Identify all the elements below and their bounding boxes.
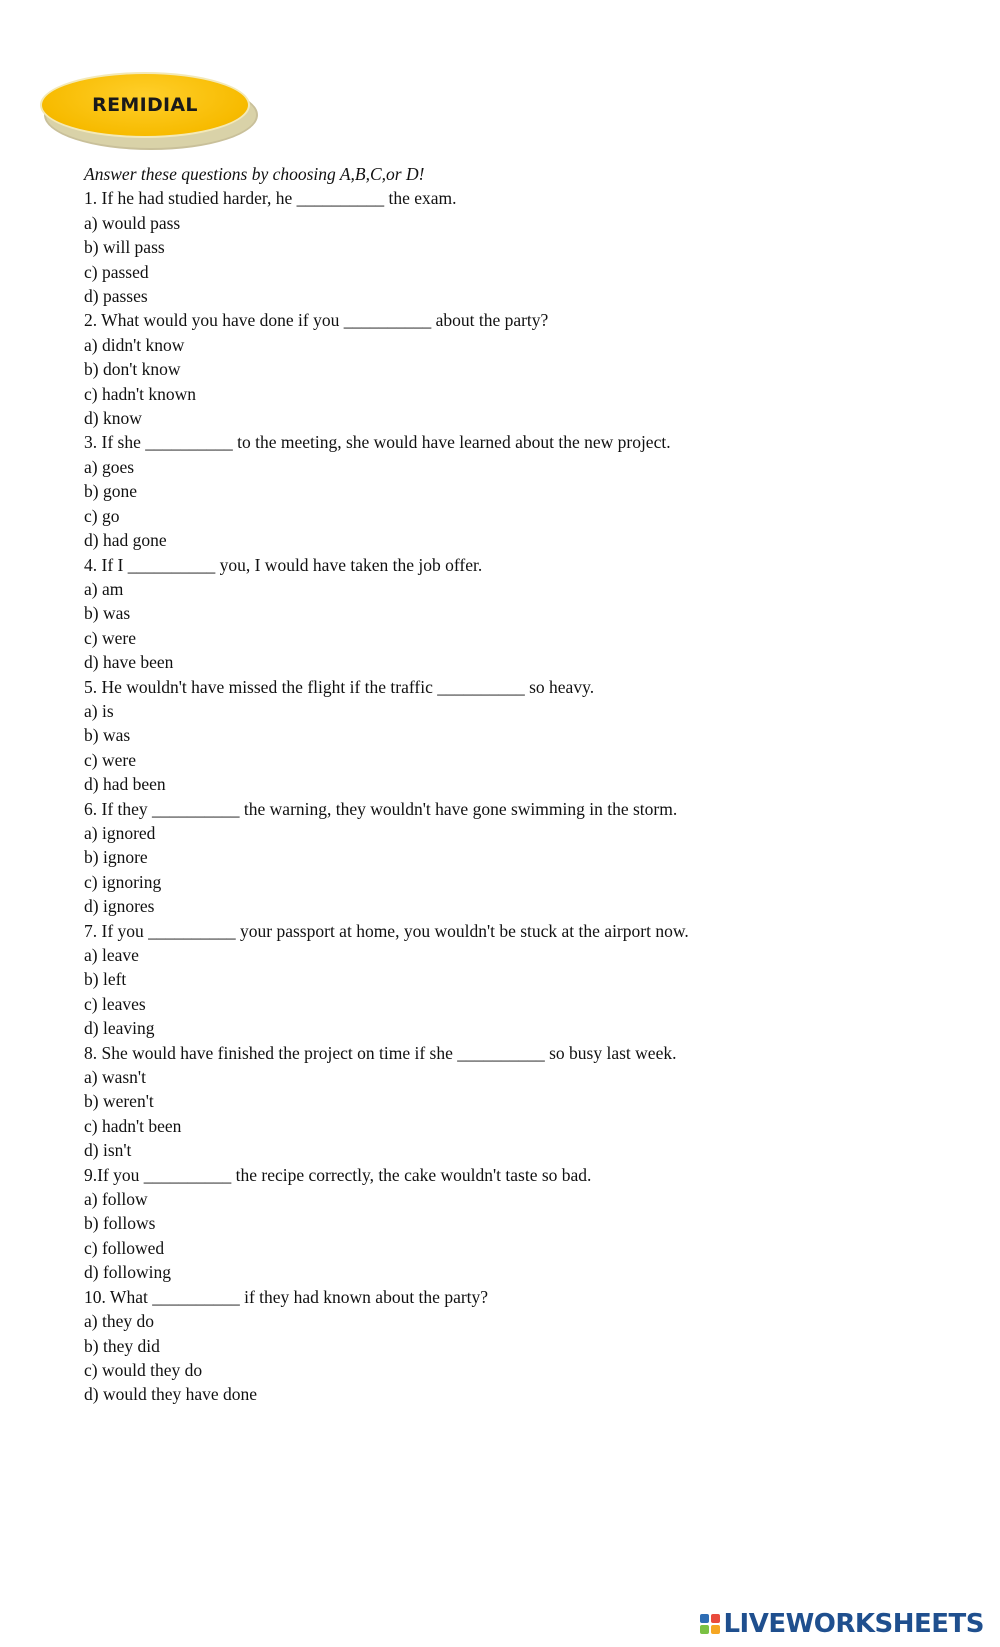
answer-option[interactable]: a) they do: [84, 1311, 154, 1332]
answer-option[interactable]: b) they did: [84, 1335, 160, 1356]
answer-option[interactable]: c) hadn't known: [84, 383, 197, 404]
answer-option[interactable]: a) leave: [84, 945, 139, 965]
answer-option[interactable]: a) goes: [84, 456, 135, 477]
answer-option[interactable]: c) passed: [84, 261, 149, 282]
answer-option[interactable]: d) following: [84, 1262, 172, 1283]
answer-option[interactable]: d) had gone: [84, 530, 167, 551]
question-prompt: 1. If he had studied harder, he __________ the exam.: [84, 188, 457, 209]
answer-option[interactable]: b) weren't: [84, 1091, 154, 1112]
question-prompt: 6. If they __________ the warning, they wouldn't have gone swimming in the storm.: [84, 798, 678, 819]
answer-option[interactable]: d) have been: [84, 652, 174, 673]
question-prompt: 8. She would have finished the project on time if she __________ so busy last week.: [84, 1042, 677, 1063]
answer-option[interactable]: d) isn't: [84, 1140, 132, 1161]
badge-ellipse: [40, 72, 250, 138]
instruction-text: Answer these questions by choosing A,B,C,or D!: [84, 164, 425, 184]
answer-option[interactable]: c) hadn't been: [84, 1115, 182, 1136]
question-prompt: 10. What __________ if they had known about the party?: [84, 1286, 489, 1307]
answer-option[interactable]: a) am: [84, 578, 124, 599]
answer-option[interactable]: d) leaving: [84, 1018, 155, 1039]
question-prompt: 7. If you __________ your passport at home, you wouldn't be stuck at the airport now.: [84, 920, 689, 941]
answer-option[interactable]: d) would they have done: [84, 1384, 258, 1405]
answer-option[interactable]: b) follows: [84, 1213, 156, 1234]
worksheet-content: [84, 162, 964, 1407]
question-list: [84, 186, 964, 1406]
question-prompt: 9.If you __________ the recipe correctly, the cake wouldn't taste so bad.: [84, 1164, 592, 1185]
question-prompt: 3. If she __________ to the meeting, she would have learned about the new project.: [84, 432, 671, 453]
answer-option[interactable]: d) know: [84, 408, 142, 429]
answer-option[interactable]: a) ignored: [84, 822, 156, 843]
answer-option[interactable]: c) go: [84, 505, 120, 526]
logo-text: LIVEWORKSHEETS: [723, 1609, 984, 1639]
question-prompt: 5. He wouldn't have missed the flight if the traffic __________ so heavy.: [84, 676, 595, 697]
question-prompt: 4. If I __________ you, I would have taken the job offer.: [84, 554, 483, 575]
answer-option[interactable]: b) gone: [84, 481, 137, 502]
liveworksheets-logo: [700, 1608, 984, 1640]
answer-option[interactable]: b) was: [84, 725, 131, 746]
answer-option[interactable]: b) was: [84, 603, 131, 624]
answer-option[interactable]: c) were: [84, 749, 136, 770]
answer-option[interactable]: a) didn't know: [84, 334, 185, 355]
question-prompt: 2. What would you have done if you __________ about the party?: [84, 310, 549, 331]
answer-option[interactable]: d) passes: [84, 286, 148, 307]
logo-mark-icon: [700, 1614, 720, 1634]
answer-option[interactable]: b) will pass: [84, 237, 165, 258]
remidial-badge: [40, 72, 256, 148]
answer-option[interactable]: d) ignores: [84, 896, 155, 917]
answer-option[interactable]: b) ignore: [84, 847, 148, 868]
logo-square-4: [711, 1625, 720, 1634]
answer-option[interactable]: a) follow: [84, 1189, 148, 1210]
answer-option[interactable]: b) don't know: [84, 359, 181, 380]
answer-option[interactable]: c) leaves: [84, 993, 146, 1014]
answer-option[interactable]: c) would they do: [84, 1359, 203, 1380]
answer-option[interactable]: a) is: [84, 700, 114, 721]
answer-option[interactable]: a) wasn't: [84, 1067, 146, 1088]
answer-option[interactable]: c) were: [84, 627, 136, 648]
answer-option[interactable]: b) left: [84, 969, 127, 990]
answer-option[interactable]: a) would pass: [84, 212, 181, 233]
logo-square-1: [700, 1614, 709, 1623]
answer-option[interactable]: c) ignoring: [84, 871, 162, 892]
logo-square-3: [700, 1625, 709, 1634]
answer-option[interactable]: c) followed: [84, 1237, 165, 1258]
badge-label: REMIDIAL: [92, 94, 198, 116]
logo-square-2: [711, 1614, 720, 1623]
answer-option[interactable]: d) had been: [84, 774, 166, 795]
